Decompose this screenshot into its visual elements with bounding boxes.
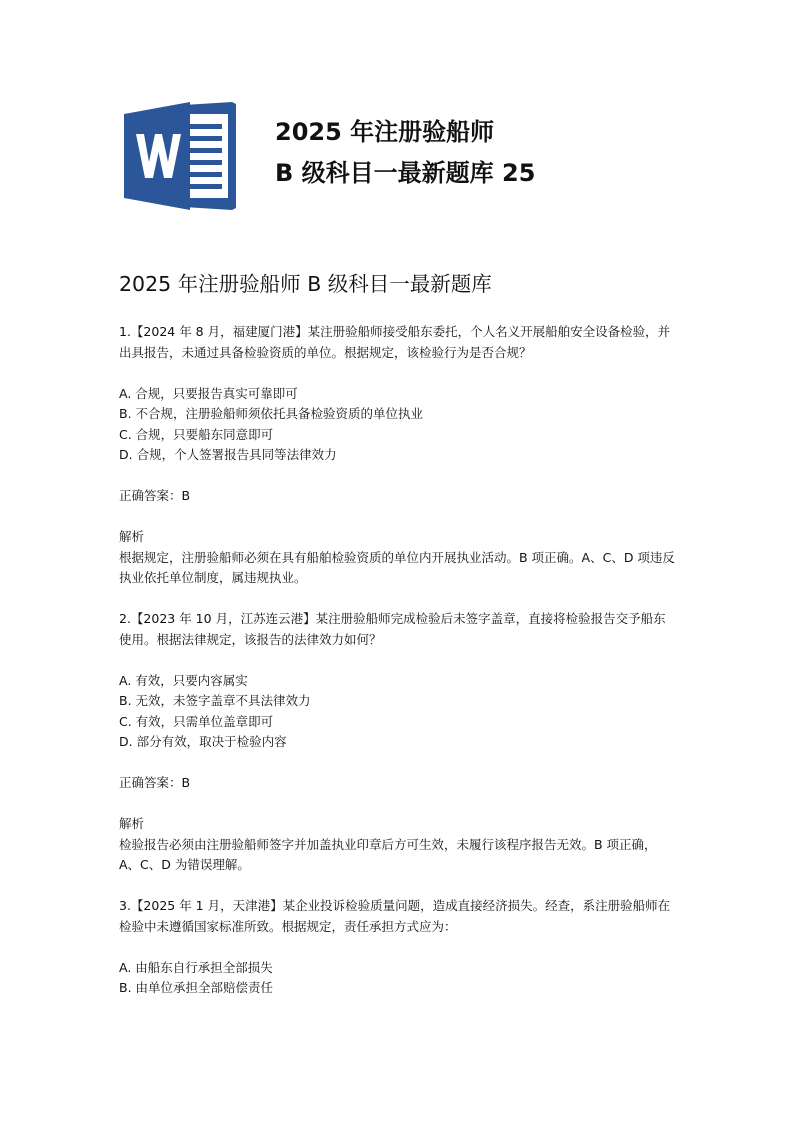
document-title: 2025 年注册验船师 B 级科目一最新题库 xyxy=(119,272,492,296)
header-title-line-1: 2025 年注册验船师 xyxy=(275,118,495,146)
option-a: A. 合规，只要报告真实可靠即可 xyxy=(119,385,298,401)
option-c: C. 合规，只要船东同意即可 xyxy=(119,426,274,442)
question-stem: 2.【2023 年 10 月，江苏连云港】某注册验船师完成检验后未签字盖章，直接将检验报告交予船东使用。根据法律规定，该报告的法律效力如何？ xyxy=(119,611,666,647)
question-2 xyxy=(119,609,677,896)
option-d: D. 部分有效，取决于检验内容 xyxy=(119,734,287,749)
answer-label: 正确答案： xyxy=(119,488,182,503)
analysis-heading: 解析 xyxy=(119,816,145,831)
answer-value: B xyxy=(181,775,191,790)
question-list xyxy=(119,322,677,999)
analysis-heading: 解析 xyxy=(119,529,145,544)
option-d: D. 合规，个人签署报告具同等法律效力 xyxy=(119,447,337,462)
question-3 xyxy=(119,896,677,999)
answer-label: 正确答案： xyxy=(119,775,182,790)
header-title xyxy=(275,112,535,194)
question-stem: 3.【2025 年 1 月，天津港】某企业投诉检验质量问题，造成直接经济损失。经查，系注册验船师在检验中未遵循国家标准所致。根据规定，责任承担方式应为： xyxy=(119,898,671,934)
correct-answer xyxy=(119,486,677,507)
option-b: B. 由单位承担全部赔偿责任 xyxy=(119,980,274,995)
header-title-line-2: B 级科目一最新题库 25 xyxy=(275,159,536,187)
analysis-text: 根据规定，注册验船师必须在具有船舶检验资质的单位内开展执业活动。B 项正确。A、C、D 项违反执业依托单位制度，属违规执业。 xyxy=(119,549,675,585)
option-a: A. 有效，只要内容属实 xyxy=(119,672,248,688)
option-c: C. 有效，只需单位盖章即可 xyxy=(119,713,274,729)
option-b: B. 无效，未签字盖章不具法律效力 xyxy=(119,693,311,708)
correct-answer xyxy=(119,773,677,794)
question-stem: 1.【2024 年 8 月，福建厦门港】某注册验船师接受船东委托，个人名义开展船舶安全设备检验，并出具报告，未通过具备检验资质的单位。根据规定，该检验行为是否合规？ xyxy=(119,324,671,360)
answer-value: B xyxy=(181,488,191,503)
question-1 xyxy=(119,322,677,609)
analysis-text: 检验报告必须由注册验船师签字并加盖执业印章后方可生效，未履行该程序报告无效。B 项正确，A、C、D 为错误理解。 xyxy=(119,836,657,872)
document-header xyxy=(124,100,684,216)
option-b: B. 不合规，注册验船师须依托具备检验资质的单位执业 xyxy=(119,406,424,421)
option-a: A. 由船东自行承担全部损失 xyxy=(119,959,273,975)
microsoft-word-icon xyxy=(124,100,240,212)
